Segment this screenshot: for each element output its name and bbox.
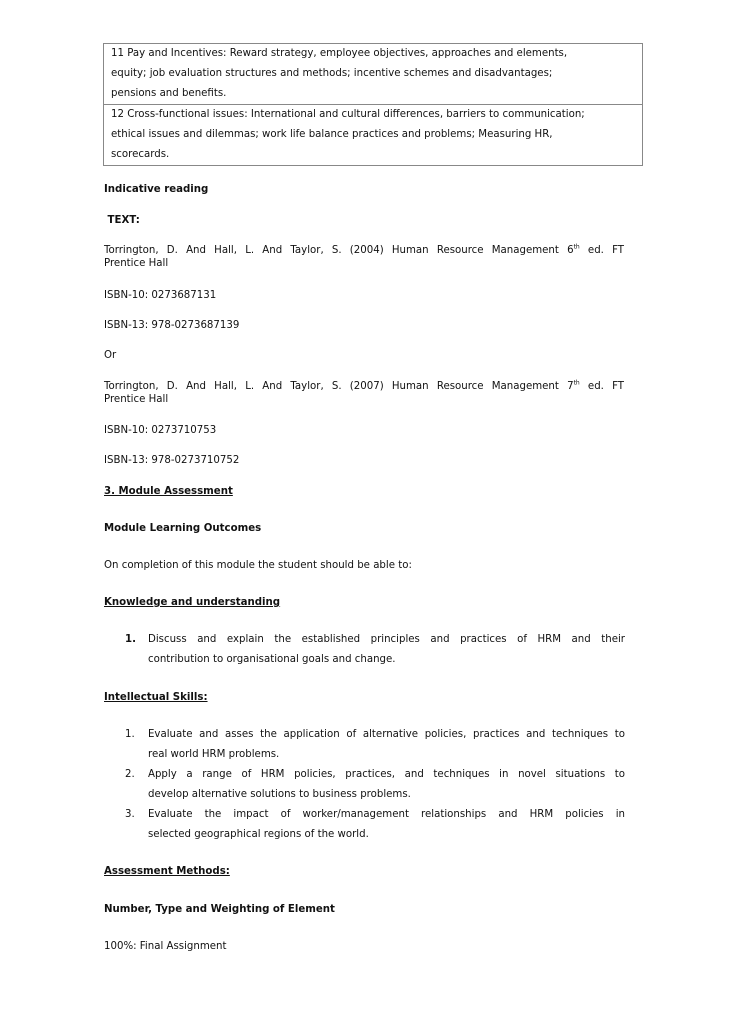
knowledge-heading: Knowledge and understanding — [104, 597, 281, 608]
edition-superscript: th — [573, 379, 580, 387]
isbn-10: ISBN-10: 0273687131 — [104, 290, 217, 301]
list-line: selected geographical regions of the world. — [148, 829, 369, 840]
book-citation-2 — [104, 380, 624, 406]
isbn-10: ISBN-10: 0273710753 — [104, 425, 217, 436]
indicative-reading-heading: Indicative reading — [104, 184, 209, 195]
topic-line: 12 Cross-functional issues: International and cultural differences, barriers to communication; — [111, 109, 585, 120]
table-row — [104, 44, 643, 105]
topic-line: pensions and benefits. — [111, 88, 227, 99]
list-line: develop alternative solutions to business problems. — [148, 789, 411, 800]
list-line: real world HRM problems. — [148, 749, 280, 760]
module-assessment-heading: 3. Module Assessment — [104, 486, 233, 497]
assessment-methods-heading: Assessment Methods: — [104, 866, 230, 877]
publisher: Prentice Hall — [104, 394, 169, 405]
table-cell — [104, 105, 643, 166]
list-number: 3. — [125, 809, 135, 820]
isbn-13: ISBN-13: 978-0273687139 — [104, 320, 240, 331]
citation-text: ed. FT — [579, 381, 625, 392]
citation-text: ed. FT — [579, 245, 625, 256]
list-line: Evaluate and asses the application of alternative policies, practices and techniques to — [148, 729, 625, 740]
topic-line: scorecards. — [111, 149, 170, 160]
topic-line: equity; job evaluation structures and methods; incentive schemes and disadvantages; — [111, 68, 553, 79]
list-item — [125, 805, 625, 845]
list-item — [125, 725, 625, 765]
citation-line — [104, 244, 624, 257]
citation-text: Torrington, D. And Hall, L. And Taylor, S. (2004) Human Resource Management 6 — [104, 245, 574, 256]
edition-superscript: th — [573, 243, 580, 251]
citation-line — [104, 380, 624, 393]
book-citation-1 — [104, 244, 624, 270]
weighting-value: 100%: Final Assignment — [104, 941, 227, 952]
topic-line: ethical issues and dilemmas; work life balance practices and problems; Measuring HR, — [111, 129, 553, 140]
isbn-13: ISBN-13: 978-0273710752 — [104, 455, 240, 466]
citation-text: Torrington, D. And Hall, L. And Taylor, S. (2007) Human Resource Management 7 — [104, 381, 574, 392]
knowledge-list — [125, 630, 625, 670]
intellectual-skills-heading: Intellectual Skills: — [104, 692, 208, 703]
list-line: contribution to organisational goals and change. — [148, 654, 396, 665]
or-separator: Or — [104, 350, 117, 361]
learning-outcomes-heading: Module Learning Outcomes — [104, 523, 262, 534]
table-row — [104, 105, 643, 166]
list-number: 2. — [125, 769, 135, 780]
topics-table — [103, 43, 643, 166]
list-number: 1. — [125, 729, 135, 740]
list-item — [125, 765, 625, 805]
list-line: Discuss and explain the established principles and practices of HRM and their — [148, 634, 625, 645]
list-number: 1. — [125, 634, 136, 645]
intellectual-list — [125, 725, 625, 845]
outcomes-intro: On completion of this module the student should be able to: — [104, 560, 412, 571]
table-cell — [104, 44, 643, 105]
text-label: TEXT: — [104, 215, 140, 226]
publisher: Prentice Hall — [104, 258, 169, 269]
list-line: Evaluate the impact of worker/management relationships and HRM policies in — [148, 809, 625, 820]
weighting-heading: Number, Type and Weighting of Element — [104, 904, 335, 915]
list-item — [125, 630, 625, 670]
topic-line: 11 Pay and Incentives: Reward strategy, employee objectives, approaches and elements, — [111, 48, 568, 59]
list-line: Apply a range of HRM policies, practices, and techniques in novel situations to — [148, 769, 625, 780]
